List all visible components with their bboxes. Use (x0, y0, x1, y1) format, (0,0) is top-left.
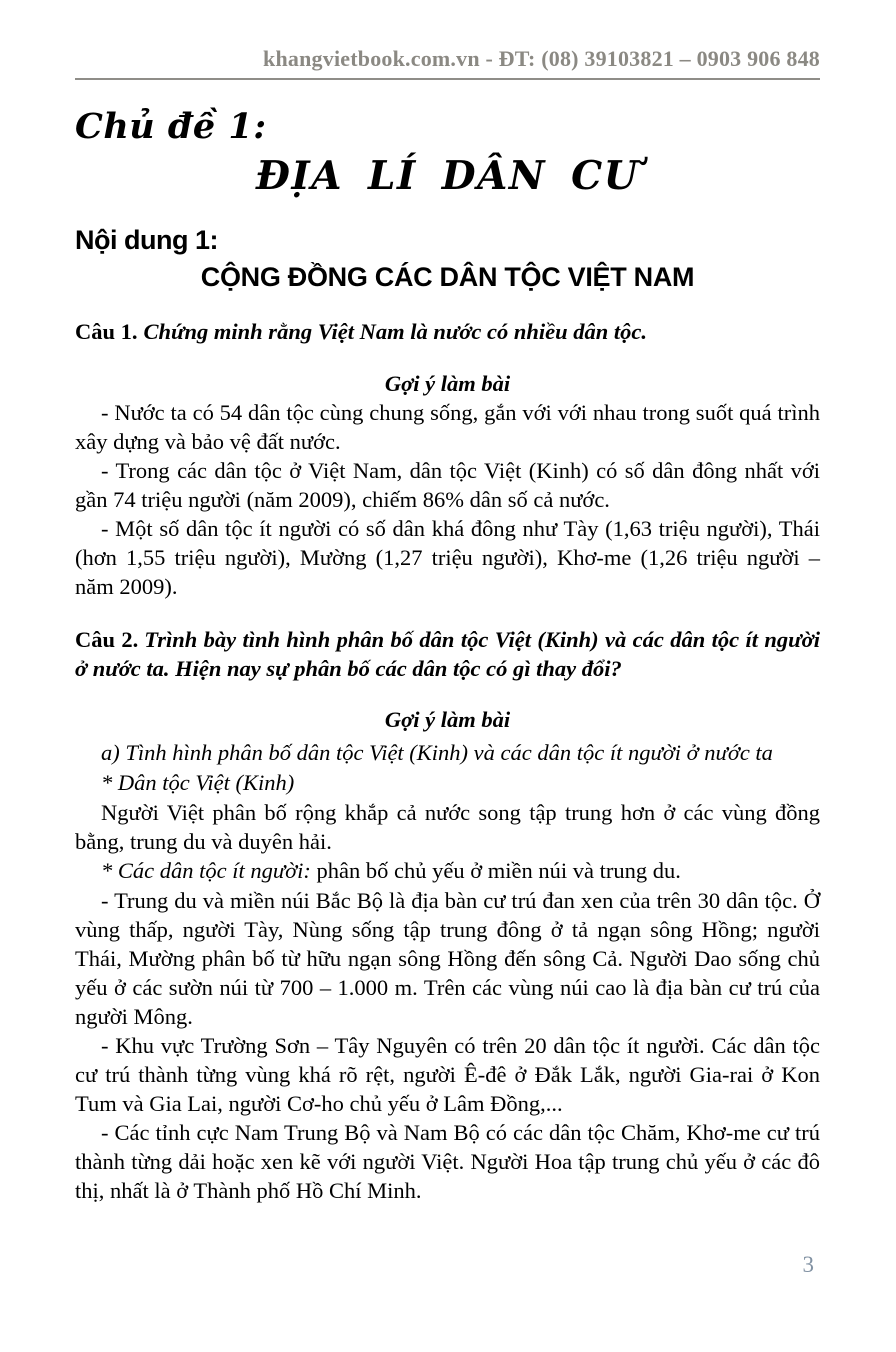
q2-paragraph: - Khu vực Trường Sơn – Tây Nguyên có trên 20 dân tộc ít người. Các dân tộc cư trú thành từng vùng khá rõ rệt, người Ê-đê ở Đắk Lắk, người Gia-rai ở Kon Tum và Gia Lai, người Cơ-ho chủ yếu ở Lâm Đồng,... (75, 1033, 820, 1116)
q2-paragraph-viet: Người Việt phân bố rộng khắp cả nước song tập trung hơn ở các vùng đồng bằng, trung du và duyên hải. (75, 800, 820, 854)
q2-paragraph: - Trung du và miền núi Bắc Bộ là địa bàn cư trú đan xen của trên 30 dân tộc. Ở vùng thấp, người Tày, Nùng sống tập trung đông ở tả ngạn sông Hồng; người Thái, Mường phân bố từ hữu ngạn sông Hồng đến sông Cả. Người Dao sống chủ yếu ở các sườn núi từ 700 – 1.000 m. Trên các vùng núi cao là địa bàn cư trú của người Mông. (75, 888, 820, 1029)
chapter-title: ĐỊA LÍ DÂN CƯ (255, 153, 640, 199)
q2-bullet-minority-text: phân bố chủ yếu ở miền núi và trung du. (310, 858, 681, 883)
q1-paragraph: - Nước ta có 54 dân tộc cùng chung sống, gắn với với nhau trong suốt quá trình xây dựng và bảo vệ đất nước. (75, 399, 820, 454)
page-number: 3 (802, 1252, 814, 1277)
question-1-text: Chứng minh rằng Việt Nam là nước có nhiều dân tộc. (143, 319, 648, 344)
hint-heading-1: Gợi ý làm bài (384, 370, 511, 396)
page-header: khangvietbook.com.vn - ĐT: (08) 39103821 – 0903 906 848 (263, 46, 820, 71)
q1-paragraph: - Trong các dân tộc ở Việt Nam, dân tộc Việt (Kinh) có số dân đông nhất với gần 74 triệu người (năm 2009), chiếm 86% dân số cả nước. (75, 457, 820, 512)
question-2-text: Trình bày tình hình phân bố dân tộc Việt (Kinh) và các dân tộc ít người ở nước ta. Hiện nay sự phân bố các dân tộc có gì thay đổi? (75, 626, 820, 681)
q2-bullet-minority-label: * Các dân tộc ít người: (101, 858, 311, 883)
question-1-label: Câu 1. (75, 319, 138, 344)
hint-heading-2: Gợi ý làm bài (384, 707, 511, 732)
chapter-label: Chủ đề 1: (75, 106, 267, 147)
header-divider (75, 78, 820, 80)
section-title: CỘNG ĐỒNG CÁC DÂN TỘC VIỆT NAM (200, 262, 695, 292)
q2-bullet-minority (75, 856, 820, 886)
q2-subheading-a: a) Tình hình phân bố dân tộc Việt (Kinh) và các dân tộc ít người ở nước ta (101, 740, 773, 765)
section-label: Nội dung 1: (75, 225, 218, 255)
q2-paragraph: - Các tỉnh cực Nam Trung Bộ và Nam Bộ có các dân tộc Chăm, Khơ-me cư trú thành từng dải hoặc xen kẽ với người Việt. Người Hoa tập trung chủ yếu ở các đô thị, nhất là ở Thành phố Hồ Chí Minh. (75, 1120, 820, 1203)
q2-bullet-viet: * Dân tộc Việt (Kinh) (101, 770, 295, 795)
q1-paragraph: - Một số dân tộc ít người có số dân khá đông như Tày (1,63 triệu người), Thái (hơn 1,55 triệu người), Mường (1,27 triệu người), Khơ-me (1,26 triệu người – năm 2009). (75, 515, 820, 599)
question-2-label: Câu 2. (75, 626, 139, 652)
question-1 (75, 317, 820, 346)
question-2 (75, 625, 820, 683)
